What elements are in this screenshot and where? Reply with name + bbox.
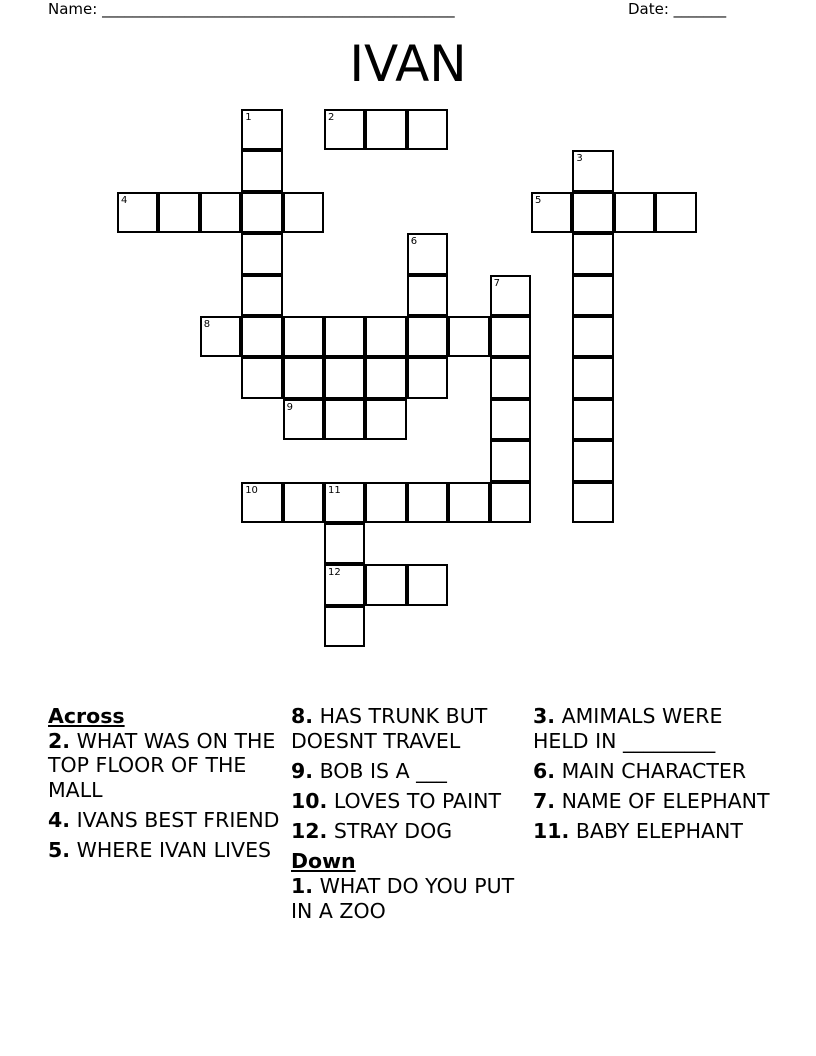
grid-cell[interactable] xyxy=(572,440,613,481)
grid-cell[interactable] xyxy=(241,357,282,398)
grid-cell[interactable] xyxy=(572,192,613,233)
grid-cell[interactable] xyxy=(655,192,696,233)
grid-cell[interactable] xyxy=(407,316,448,357)
grid-cell[interactable] xyxy=(365,564,406,605)
grid-cell[interactable] xyxy=(490,275,531,316)
cell-number: 2 xyxy=(328,112,335,123)
clue-text: IVANS BEST FRIEND xyxy=(76,807,280,832)
grid-cell[interactable] xyxy=(572,275,613,316)
grid-cell[interactable] xyxy=(407,357,448,398)
clue-number: 3. xyxy=(533,704,556,728)
cell-number: 11 xyxy=(328,484,341,496)
cell-number: 10 xyxy=(245,484,258,496)
clue-number: 11. xyxy=(533,819,570,844)
grid-cell[interactable] xyxy=(283,192,324,233)
cell-number: 4 xyxy=(121,194,128,206)
cell-number: 7 xyxy=(493,277,500,289)
grid-cell[interactable] xyxy=(490,482,531,523)
clue-down-11 xyxy=(533,819,783,844)
clue-number: 8. xyxy=(291,704,314,728)
cell-number: 1 xyxy=(245,112,252,123)
grid-cell[interactable] xyxy=(241,316,282,357)
clue-text: WHAT WAS ON THE TOP FLOOR OF THE MALL xyxy=(48,728,276,802)
clue-text: MAIN CHARACTER xyxy=(561,758,747,783)
clue-number: 6. xyxy=(533,758,556,783)
cell-number: 5 xyxy=(535,194,542,206)
grid-cell[interactable] xyxy=(241,192,282,233)
grid-cell[interactable] xyxy=(324,482,365,523)
grid-cell[interactable] xyxy=(407,564,448,605)
grid-cell[interactable] xyxy=(572,316,613,357)
clue-number: 2. xyxy=(48,728,71,753)
clue-across-2 xyxy=(48,729,284,803)
grid-cell[interactable] xyxy=(490,399,531,440)
clue-down-7 xyxy=(533,789,783,814)
clue-across-8 xyxy=(291,704,527,753)
grid-cell[interactable] xyxy=(572,357,613,398)
grid-cell[interactable] xyxy=(490,316,531,357)
clue-text: BABY ELEPHANT xyxy=(575,819,743,844)
grid-cell[interactable] xyxy=(365,482,406,523)
grid-cell[interactable] xyxy=(490,357,531,398)
grid-cell[interactable] xyxy=(200,316,241,357)
grid-cell[interactable] xyxy=(117,192,158,233)
grid-cell[interactable] xyxy=(448,316,489,357)
clue-text: WHERE IVAN LIVES xyxy=(76,838,272,863)
clue-across-10 xyxy=(291,789,527,814)
grid-cell[interactable] xyxy=(241,275,282,316)
grid-cell[interactable] xyxy=(324,523,365,564)
clue-text: NAME OF ELEPHANT xyxy=(561,788,770,813)
clue-number: 9. xyxy=(291,758,314,783)
grid-cell[interactable] xyxy=(200,192,241,233)
puzzle-title: IVAN xyxy=(349,35,467,93)
grid-cell[interactable] xyxy=(572,482,613,523)
grid-cell[interactable] xyxy=(365,316,406,357)
clue-text: HAS TRUNK BUT DOESNT TRAVEL xyxy=(291,704,488,753)
clue-number: 10. xyxy=(291,788,328,813)
clue-number: 12. xyxy=(291,819,328,844)
clue-across-9 xyxy=(291,759,527,784)
cell-number: 9 xyxy=(286,401,293,413)
clue-across-4 xyxy=(48,808,284,833)
clue-down-1 xyxy=(291,874,527,923)
clue-column-3 xyxy=(533,704,783,849)
grid-cell[interactable] xyxy=(531,192,572,233)
clue-text: BOB IS A ___ xyxy=(319,758,447,783)
grid-cell[interactable] xyxy=(324,357,365,398)
cell-number: 12 xyxy=(328,567,341,579)
grid-cell[interactable] xyxy=(158,192,199,233)
clue-text: AMIMALS WERE HELD IN _________ xyxy=(533,704,723,753)
clue-text: STRAY DOG xyxy=(333,819,453,844)
down-heading: Down xyxy=(291,849,356,874)
clue-across-5 xyxy=(48,838,284,863)
grid-cell[interactable] xyxy=(572,399,613,440)
grid-cell[interactable] xyxy=(448,482,489,523)
cell-number: 8 xyxy=(203,319,211,330)
clue-number: 4. xyxy=(48,807,71,832)
grid-cell[interactable] xyxy=(324,564,365,605)
grid-cell[interactable] xyxy=(407,233,448,274)
grid-cell[interactable] xyxy=(241,150,282,191)
clue-text: WHAT DO YOU PUT IN A ZOO xyxy=(291,873,515,923)
grid-cell[interactable] xyxy=(283,482,324,523)
clue-column-1 xyxy=(48,704,284,868)
clue-column-2 xyxy=(291,704,527,929)
clue-down-6 xyxy=(533,759,783,784)
grid-cell[interactable] xyxy=(324,606,365,647)
grid-cell[interactable] xyxy=(283,357,324,398)
grid-cell[interactable] xyxy=(407,482,448,523)
grid-cell[interactable] xyxy=(324,399,365,440)
grid-cell[interactable] xyxy=(490,440,531,481)
clue-down-3 xyxy=(533,704,783,753)
name-field[interactable]: Name: _______________________________________________ xyxy=(48,0,455,18)
grid-cell[interactable] xyxy=(324,109,365,150)
cell-number: 6 xyxy=(410,236,418,248)
grid-cell[interactable] xyxy=(407,275,448,316)
grid-cell[interactable] xyxy=(283,399,324,440)
grid-cell[interactable] xyxy=(614,192,655,233)
grid-cell[interactable] xyxy=(283,316,324,357)
across-heading: Across xyxy=(48,704,125,728)
grid-cell[interactable] xyxy=(365,399,406,440)
clue-number: 7. xyxy=(533,788,556,813)
grid-cell[interactable] xyxy=(241,482,282,523)
date-field[interactable]: Date: _______ xyxy=(628,0,727,18)
grid-cell[interactable] xyxy=(572,233,613,274)
grid-cell[interactable] xyxy=(407,109,448,150)
grid-cell[interactable] xyxy=(365,357,406,398)
clue-number: 5. xyxy=(48,838,71,863)
grid-cell[interactable] xyxy=(241,109,282,150)
grid-cell[interactable] xyxy=(365,109,406,150)
grid-cell[interactable] xyxy=(324,316,365,357)
cell-number: 3 xyxy=(576,153,583,165)
clue-across-12 xyxy=(291,819,527,844)
clue-number: 1. xyxy=(291,873,314,898)
clue-text: LOVES TO PAINT xyxy=(333,788,501,813)
grid-cell[interactable] xyxy=(241,233,282,274)
grid-cell[interactable] xyxy=(572,150,613,191)
